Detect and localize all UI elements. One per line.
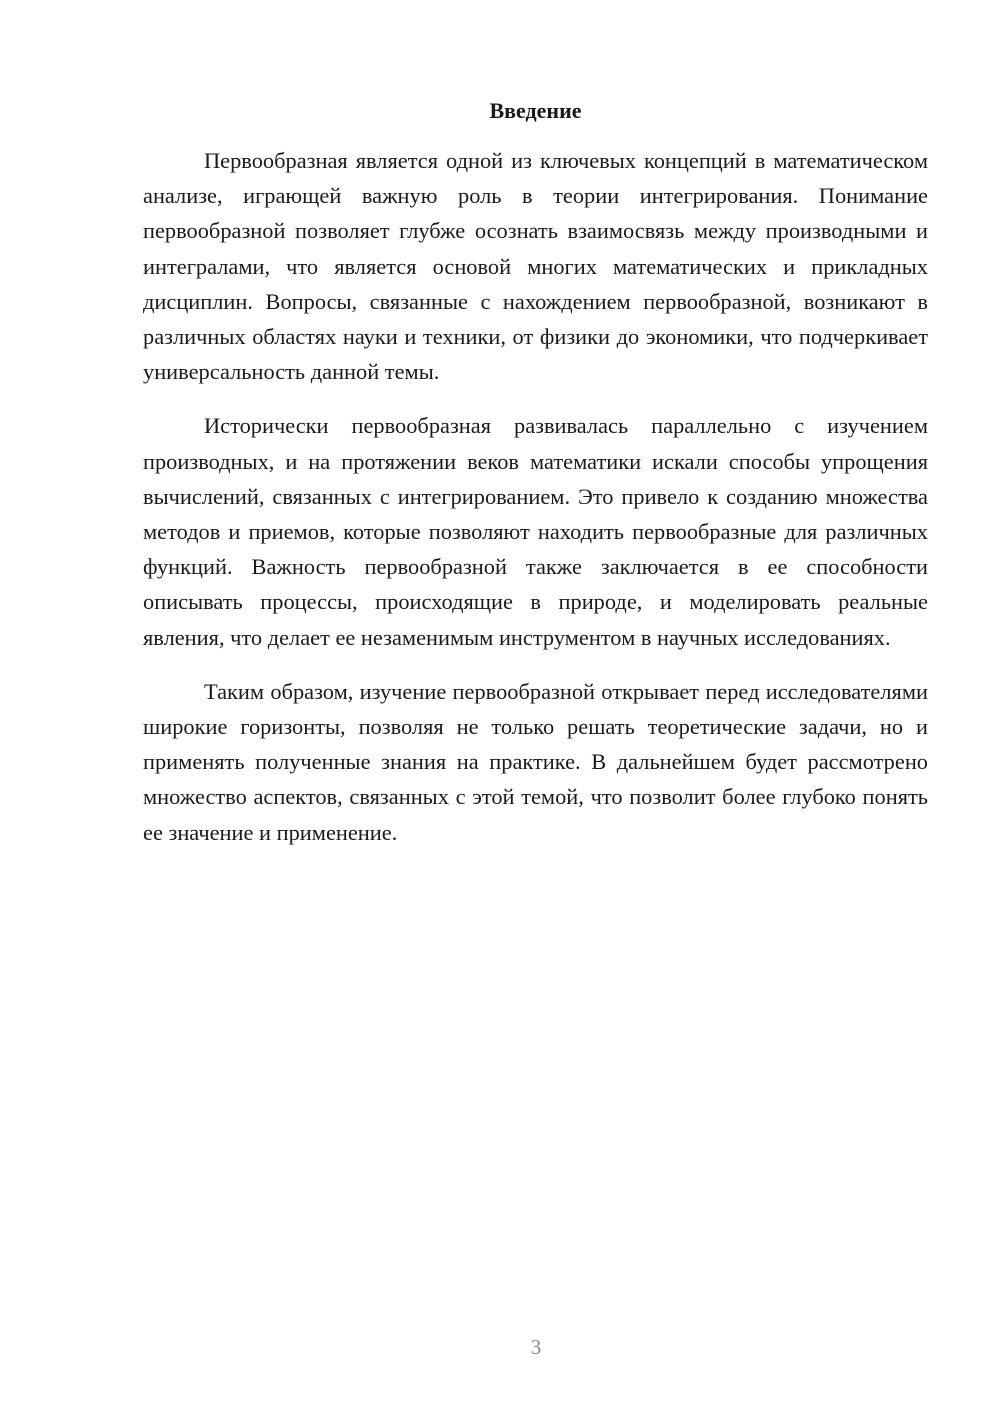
paragraph-3: Таким образом, изучение первообразной открывает перед исследователями широкие горизонты, позволяя не только решать теоретические задачи, но и применять полученные знания на практике. В дальнейшем будет рассмотрено множество аспектов, связанных с этой темой, что позволит более глубоко понять ее значение и применение. [143, 678, 928, 845]
body-text [143, 143, 928, 869]
page-number: 3 [530, 1335, 542, 1359]
paragraph-1: Первообразная является одной из ключевых концепций в математическом анализе, играющей важную роль в теории интегрирования. Понимание первообразной позволяет глубже осознать взаимосвязь между производными и интегралами, что является основой многих математических и прикладных дисциплин. Вопросы, связанные с нахождением первообразной, возникают в различных областях науки и техники, от физики до экономики, что подчеркивает универсальность данной темы. [143, 148, 928, 385]
paragraph-2: Исторически первообразная развивалась параллельно с изучением производных, и на протяжении веков математики искали способы упрощения вычислений, связанных с интегрированием. Это привело к созданию множества методов и приемов, которые позволяют находить первообразные для различных функций. Важность первообразной также заключается в ее способности описывать процессы, происходящие в природе, и моделировать реальные явления, что делает ее незаменимым инструментом в научных исследованиях. [143, 413, 928, 650]
section-title: Введение [489, 98, 582, 123]
